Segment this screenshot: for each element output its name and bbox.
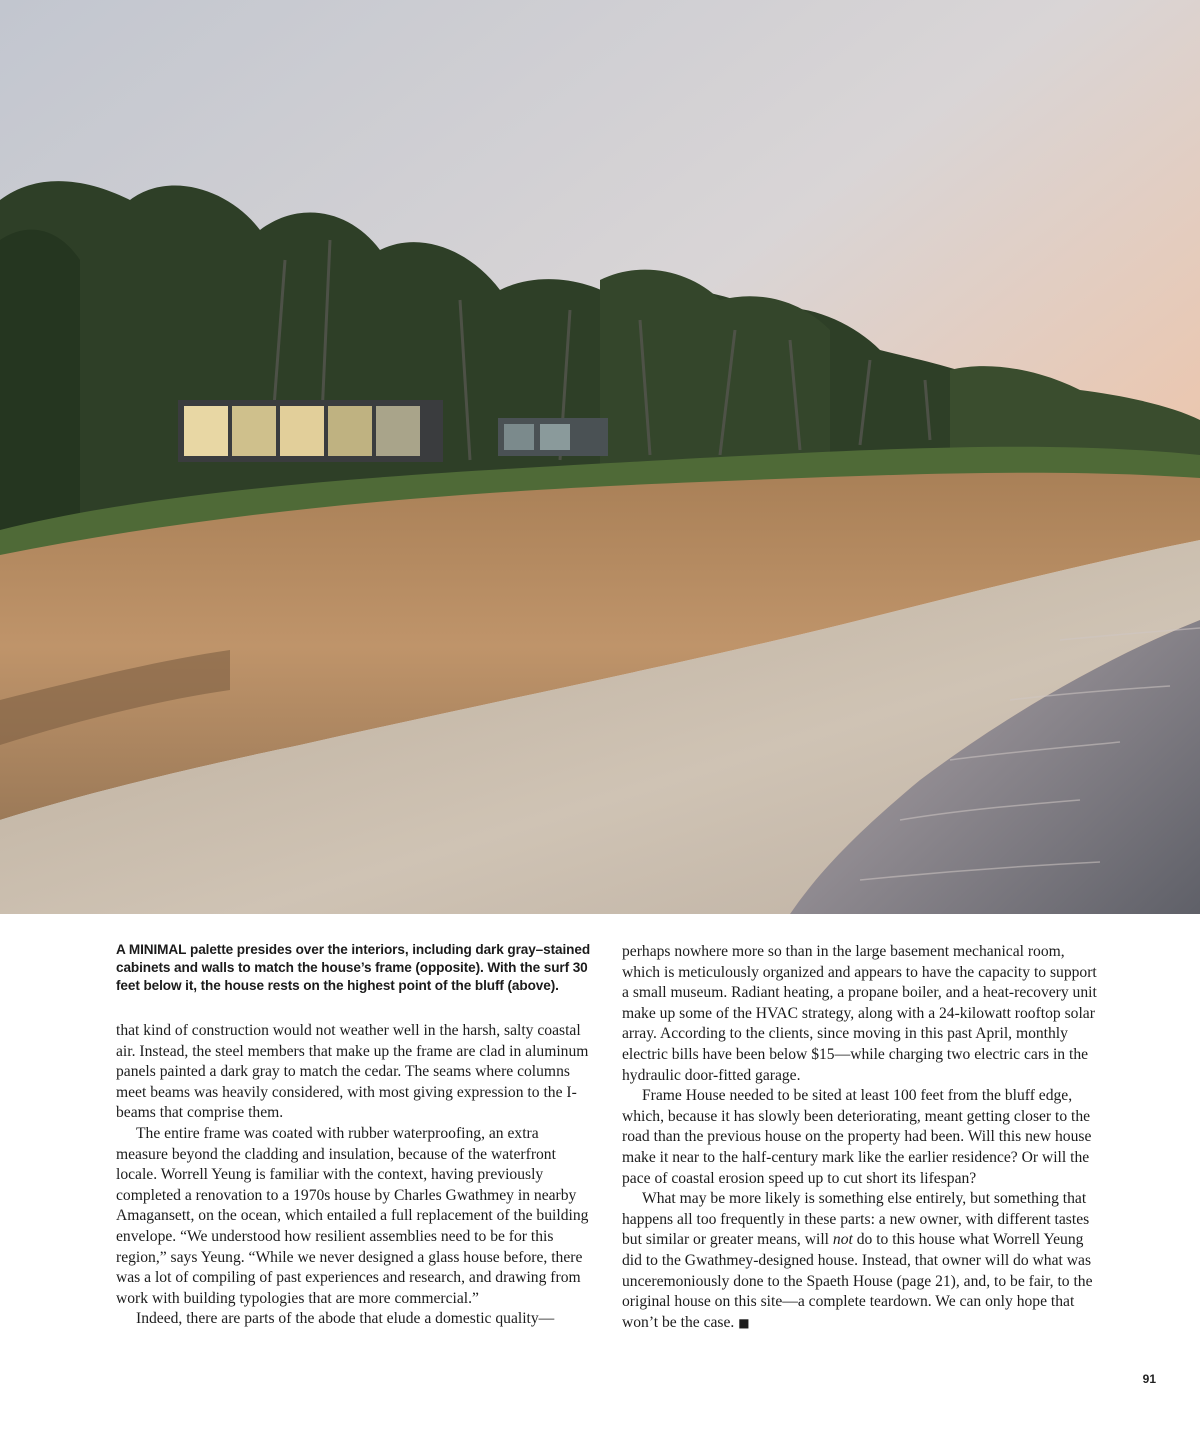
photo-caption [116, 941, 596, 995]
paragraph: The entire frame was coated with rubber waterproofing, an extra measure beyond the cladding and insulation, because of the waterfront locale. Worrell Yeung is familiar with the context, having previously completed a renovation to a 1970s house by Charles Gwathmey in nearby Amagansett, on the ocean, which entailed a full replacement of the building envelope. “We understood how resilient assemblies need to be for this region,” says Yeung. “While we never designed a glass house before, there was a lot of compiling of past experiences and research, and drawing from work with building typologies that are more commercial.” [116, 1124, 589, 1307]
caption-text: palette presides over the interiors, including dark gray–stained cabinets and walls to match the house’s frame (opposite). With the surf 30 feet below it, the house rests on the highest point of the bluff (above). [116, 942, 591, 993]
paragraph: that kind of construction would not weather well in the harsh, salty coastal air. Instead, the steel members that make up the frame are clad in aluminum panels painted a dark gray to match the cedar. The seams where columns meet beams was heavily considered, with most giving expression to the I-beams that comprise them. [116, 1022, 589, 1122]
paragraph [622, 1189, 1100, 1333]
page-number: 91 [1142, 1372, 1156, 1386]
paragraph: Frame House needed to be sited at least 100 feet from the bluff edge, which, because it has slowly been deteriorating, meant getting closer to the road than the previous house on the property had been. Will this new house make it near to the half-century mark like the earlier residence? Or will the pace of coastal erosion speed up to cut short its lifespan? [622, 1087, 1092, 1187]
article-column-right [622, 942, 1100, 1333]
text-span: What may be more likely is something else entirely, but something that happens all too frequently in these parts: a new owner, with different tastes but similar or greater means, will [622, 1190, 1090, 1249]
paragraph: perhaps nowhere more so than in the large basement mechanical room, which is meticulously organized and appears to have the capacity to support a small museum. Radiant heating, a propane boiler, and a heat-recovery unit make up some of the HVAC strategy, along with a 24-kilowatt rooftop solar array. According to the clients, since moving in this past April, monthly electric bills have been below $15—while charging two electric cars in the hydraulic door-fitted garage. [622, 943, 1097, 1084]
emphasis: not [832, 1231, 853, 1249]
end-mark-icon: ■ [738, 1315, 750, 1330]
article-column-left [116, 1021, 594, 1330]
caption-lead: A MINIMAL [116, 942, 187, 957]
text-span: do to this house what Worrell Yeung did to the Gwathmey-designed house. Instead, that owner will do what was unceremoniously done to the Spaeth House (page 21), and, to be fair, to the original house on this site—a complete teardown. We can only hope that won’t be the case. [622, 1231, 1093, 1331]
paragraph: Indeed, there are parts of the abode that elude a domestic quality— [136, 1310, 555, 1328]
